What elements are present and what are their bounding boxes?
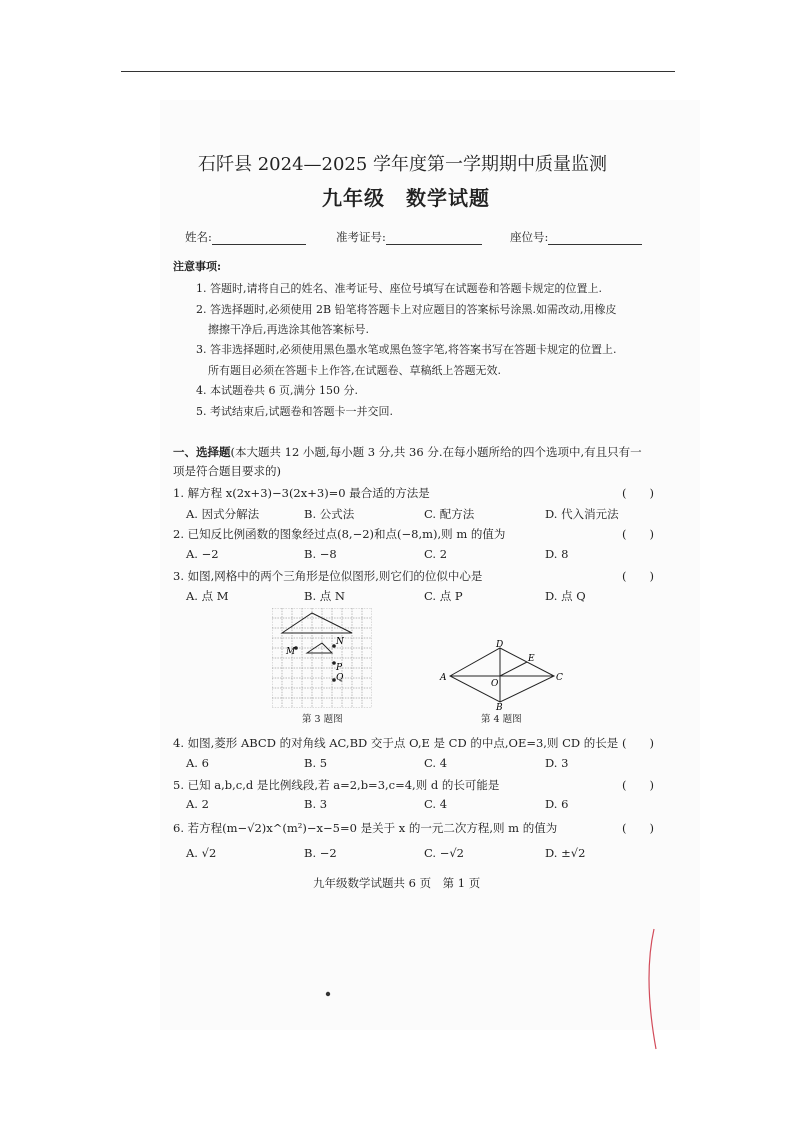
large-triangle bbox=[282, 613, 352, 633]
note-item: 2. 答选择题时,必须使用 2B 铅笔将答题卡上对应题目的答案标号涂黑.如需改动,用橡皮 bbox=[196, 303, 617, 316]
q3-option-b[interactable]: B. 点 N bbox=[304, 589, 345, 603]
q5-option-d[interactable]: D. 6 bbox=[545, 797, 569, 811]
q1-option-a[interactable]: A. 因式分解法 bbox=[186, 507, 260, 521]
q5-option-a[interactable]: A. 2 bbox=[186, 797, 209, 811]
q5-option-c[interactable]: C. 4 bbox=[424, 797, 448, 811]
q5-answer-paren: ( ) bbox=[622, 778, 654, 792]
q1-answer-paren: ( ) bbox=[622, 486, 654, 500]
name-label: 姓名: bbox=[185, 230, 212, 244]
figure-3-caption: 第 3 题图 bbox=[302, 714, 343, 725]
figure-4-rhombus bbox=[438, 640, 568, 710]
exam-title: 石阡县 2024—2025 学年度第一学期期中质量监测 bbox=[198, 154, 608, 175]
label-m: M bbox=[286, 647, 296, 657]
q5-stem: 5. 已知 a,b,c,d 是比例线段,若 a=2,b=3,c=4,则 d 的长可能是 bbox=[173, 778, 500, 792]
q4-answer-paren: ( ) bbox=[622, 736, 654, 750]
q6-answer-paren: ( ) bbox=[622, 821, 654, 835]
q4-option-c[interactable]: C. 4 bbox=[424, 756, 448, 770]
q3-option-d[interactable]: D. 点 Q bbox=[545, 589, 586, 603]
q2-stem: 2. 已知反比例函数的图象经过点(8,−2)和点(−8,m),则 m 的值为 bbox=[173, 527, 506, 541]
page-footer: 九年级数学试题共 6 页 第 1 页 bbox=[313, 876, 481, 890]
figure-3-grid bbox=[272, 608, 372, 708]
segment-oe bbox=[500, 662, 527, 676]
id-label: 准考证号: bbox=[336, 230, 386, 244]
seat-field[interactable] bbox=[510, 229, 642, 245]
note-item: 3. 答非选择题时,必须使用黑色墨水笔或黑色签字笔,将答案书写在答题卡规定的位置上. bbox=[196, 343, 617, 356]
q2-option-b[interactable]: B. −8 bbox=[304, 547, 337, 561]
label-d: D bbox=[496, 640, 504, 650]
seat-label: 座位号: bbox=[510, 230, 549, 244]
notes-heading: 注意事项: bbox=[173, 260, 222, 273]
q3-option-c[interactable]: C. 点 P bbox=[424, 589, 463, 603]
q6-option-d[interactable]: D. ±√2 bbox=[545, 846, 586, 860]
q2-option-c[interactable]: C. 2 bbox=[424, 547, 448, 561]
q6-stem: 6. 若方程(m−√2)x^(m²)−x−5=0 是关于 x 的一元二次方程,则 m 的值为 bbox=[173, 821, 558, 835]
label-q: Q bbox=[336, 673, 344, 683]
q2-option-d[interactable]: D. 8 bbox=[545, 547, 569, 561]
scan-speck bbox=[318, 985, 338, 1005]
q4-stem: 4. 如图,菱形 ABCD 的对角线 AC,BD 交于点 O,E 是 CD 的中点,OE=3,则 CD 的长是 bbox=[173, 736, 619, 750]
section1-desc2: 项是符合题目要求的) bbox=[173, 464, 281, 478]
section1-heading: 一、选择题 bbox=[173, 445, 231, 459]
q2-option-a[interactable]: A. −2 bbox=[186, 547, 219, 561]
name-blank[interactable] bbox=[212, 232, 306, 245]
note-item: 所有题目必须在答题卡上作答,在试题卷、草稿纸上答题无效. bbox=[208, 364, 501, 377]
q1-stem: 1. 解方程 x(2x+3)−3(2x+3)=0 最合适的方法是 bbox=[173, 486, 430, 500]
exam-subtitle: 九年级 数学试题 bbox=[322, 186, 490, 210]
label-b: B bbox=[496, 703, 503, 710]
q5-option-b[interactable]: B. 3 bbox=[304, 797, 328, 811]
q1-option-c[interactable]: C. 配方法 bbox=[424, 507, 475, 521]
note-item: 4. 本试题卷共 6 页,满分 150 分. bbox=[196, 384, 358, 397]
q3-answer-paren: ( ) bbox=[622, 569, 654, 583]
q4-option-a[interactable]: A. 6 bbox=[186, 756, 209, 770]
q6-option-a[interactable]: A. √2 bbox=[186, 846, 217, 860]
label-c: C bbox=[556, 673, 563, 683]
q4-option-d[interactable]: D. 3 bbox=[545, 756, 569, 770]
note-item: 擦擦干净后,再选涂其他答案标号. bbox=[208, 323, 369, 336]
section1-desc: (本大题共 12 小题,每小题 3 分,共 36 分.在每小题所给的四个选项中,有且只有一 bbox=[230, 445, 642, 459]
label-o: O bbox=[491, 679, 499, 689]
note-item: 1. 答题时,请将自己的姓名、准考证号、座位号填写在试题卷和答题卡规定的位置上. bbox=[196, 282, 602, 295]
note-item: 5. 考试结束后,试题卷和答题卡一并交回. bbox=[196, 405, 393, 418]
name-field[interactable] bbox=[185, 229, 306, 245]
q3-stem: 3. 如图,网格中的两个三角形是位似图形,则它们的位似中心是 bbox=[173, 569, 483, 583]
label-n: N bbox=[336, 637, 344, 647]
top-rule bbox=[121, 71, 675, 72]
label-p: P bbox=[336, 663, 343, 673]
label-a: A bbox=[440, 673, 447, 683]
q6-option-b[interactable]: B. −2 bbox=[304, 846, 337, 860]
q6-option-c[interactable]: C. −√2 bbox=[424, 846, 464, 860]
q1-option-d[interactable]: D. 代入消元法 bbox=[545, 507, 619, 521]
q1-option-b[interactable]: B. 公式法 bbox=[304, 507, 355, 521]
id-blank[interactable] bbox=[386, 232, 482, 245]
red-pen-mark bbox=[640, 925, 670, 1055]
seat-blank[interactable] bbox=[548, 232, 642, 245]
section1-line1 bbox=[173, 444, 642, 460]
q3-option-a[interactable]: A. 点 M bbox=[186, 589, 229, 603]
label-e: E bbox=[528, 654, 535, 664]
q2-answer-paren: ( ) bbox=[622, 527, 654, 541]
figure-4-caption: 第 4 题图 bbox=[481, 714, 522, 725]
q4-option-b[interactable]: B. 5 bbox=[304, 756, 328, 770]
id-field[interactable] bbox=[336, 229, 482, 245]
